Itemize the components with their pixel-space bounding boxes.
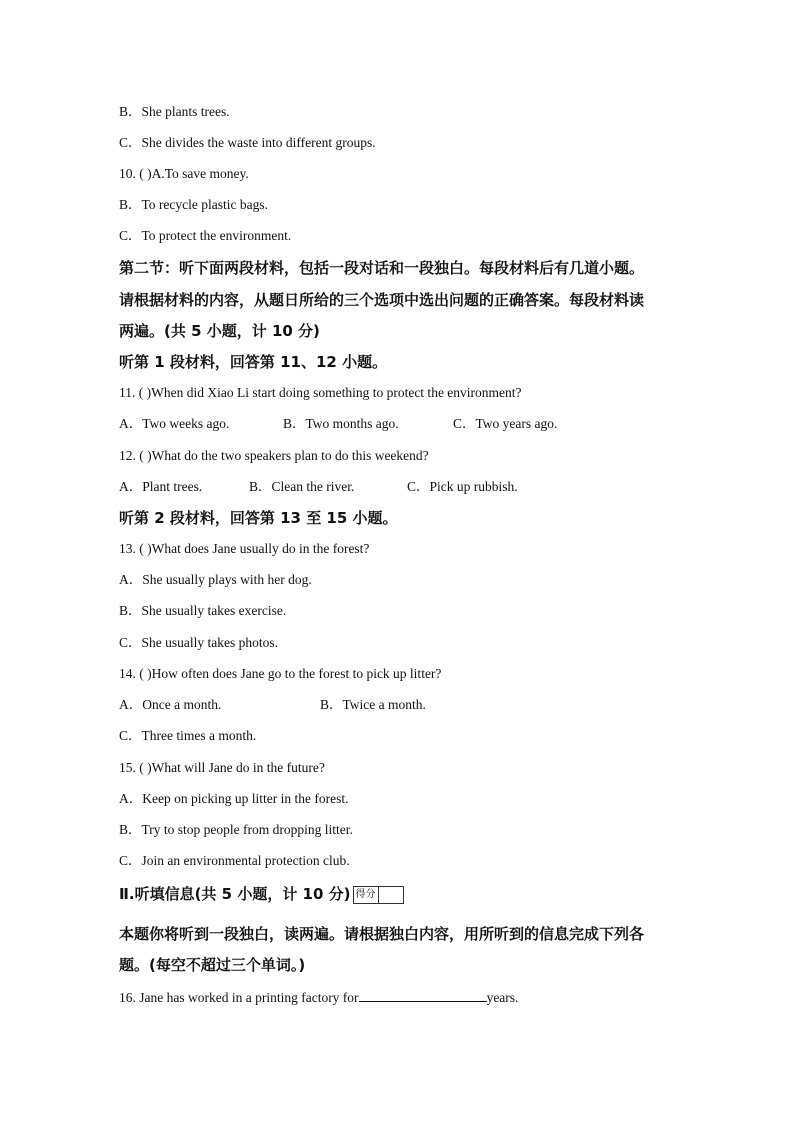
q15-option-b: B．Try to stop people from dropping litter. [119, 822, 353, 837]
q16-answer-blank[interactable] [359, 987, 487, 1002]
material2-heading: 听第 2 段材料，回答第 13 至 15 小题。 [119, 509, 398, 527]
q15-option-a: A．Keep on picking up litter in the forest. [119, 791, 349, 806]
q12-question: 12. ( )What do the two speakers plan to do this weekend? [119, 448, 429, 463]
q12-options [119, 478, 518, 496]
q14-question: 14. ( )How often does Jane go to the forest to pick up litter? [119, 666, 442, 681]
q15-option-c: C．Join an environmental protection club. [119, 853, 350, 868]
q14-option-c: C．Three times a month. [119, 728, 257, 743]
q11-options [119, 415, 557, 433]
q13-option-b: B．She usually takes exercise. [119, 603, 287, 618]
q12-option-c: C．Pick up rubbish. [407, 479, 518, 494]
q16-text-before: 16. Jane has worked in a printing factory for [119, 990, 359, 1005]
q14-option-b: B．Twice a month. [320, 697, 426, 712]
part2-heading-row [119, 884, 404, 904]
q13-option-a: A．She usually plays with her dog. [119, 572, 312, 587]
q12-option-b: B．Clean the river. [249, 479, 355, 494]
q10-question: 10. ( )A.To save money. [119, 166, 249, 181]
score-label: 得分 [354, 887, 379, 903]
score-box [353, 886, 404, 904]
part2-heading: Ⅱ.听填信息(共 5 小题，计 10 分) [119, 885, 351, 903]
part2-instructions-line2: 题。(每空不超过三个单词。) [119, 956, 306, 974]
section2-instructions-line3: 两遍。(共 5 小题，计 10 分) [119, 322, 320, 340]
q14-option-a: A．Once a month. [119, 697, 222, 712]
part2-instructions-line1: 本题你将听到一段独白，读两遍。请根据独白内容，用所听到的信息完成下列各 [119, 925, 645, 943]
q11-option-c: C．Two years ago. [453, 416, 558, 431]
material1-heading: 听第 1 段材料，回答第 11、12 小题。 [119, 353, 388, 371]
q11-option-b: B．Two months ago. [283, 416, 399, 431]
q16-text-after: years. [486, 990, 519, 1005]
q15-question: 15. ( )What will Jane do in the future? [119, 760, 325, 775]
q13-question: 13. ( )What does Jane usually do in the forest? [119, 541, 370, 556]
q11-question: 11. ( )When did Xiao Li start doing something to protect the environment? [119, 385, 522, 400]
q16-question [119, 987, 518, 1007]
q11-option-a: A．Two weeks ago. [119, 416, 230, 431]
q14-options-ab [119, 696, 426, 714]
q9-option-c: C．She divides the waste into different groups. [119, 135, 376, 150]
q12-option-a: A．Plant trees. [119, 479, 203, 494]
q10-option-c: C．To protect the environment. [119, 228, 292, 243]
q9-option-b: B．She plants trees. [119, 104, 230, 119]
score-blank[interactable] [379, 887, 403, 903]
q13-option-c: C．She usually takes photos. [119, 635, 278, 650]
section2-instructions-line1: 第二节：听下面两段材料，包括一段对话和一段独白。每段材料后有几道小题。 [119, 259, 645, 277]
q10-option-b: B．To recycle plastic bags. [119, 197, 269, 212]
section2-instructions-line2: 请根据材料的内容，从题日所给的三个选项中选出问题的正确答案。每段材料读 [119, 291, 645, 309]
